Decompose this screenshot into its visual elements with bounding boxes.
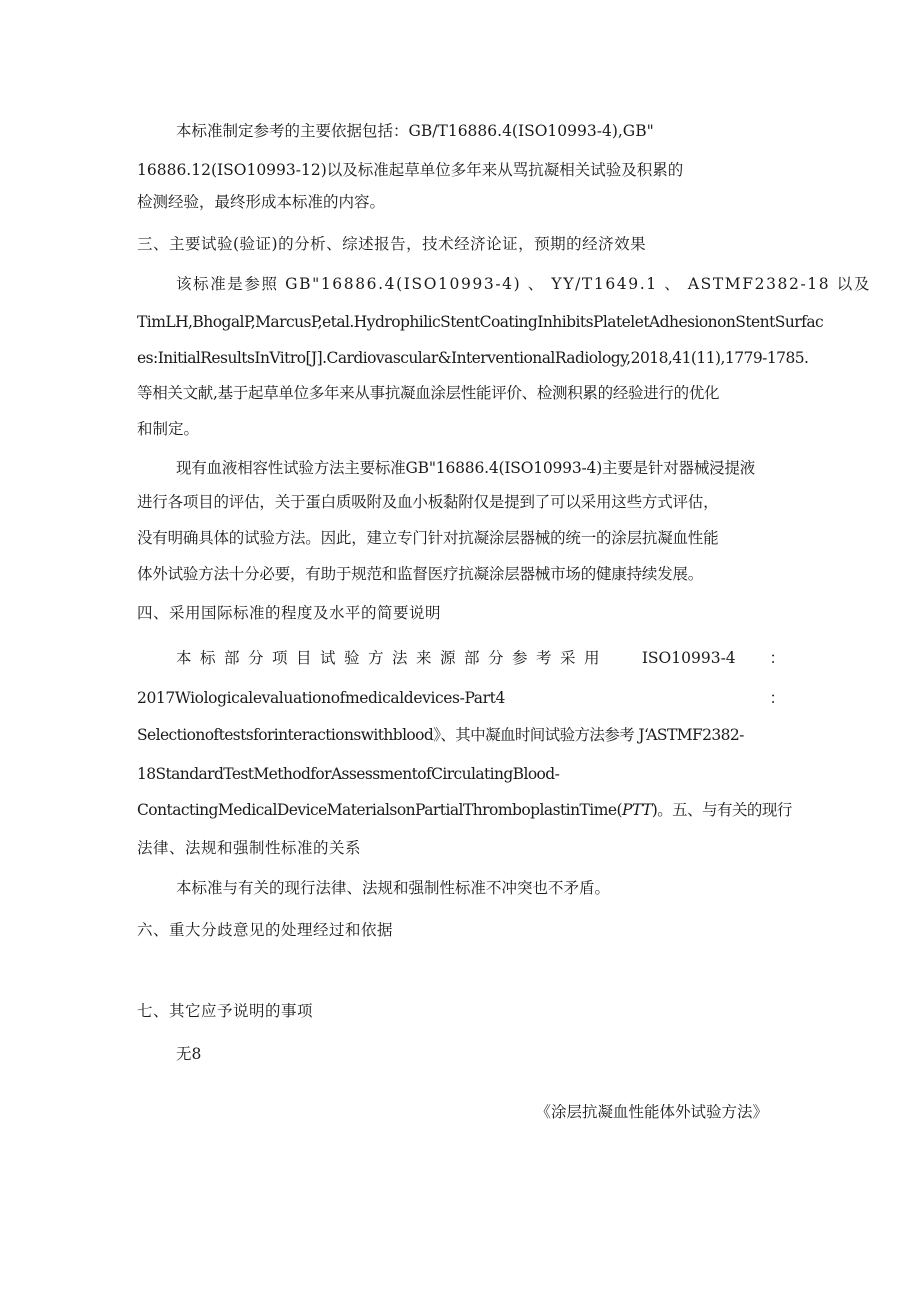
paragraph-2-line-5: 和制定。 <box>137 420 200 438</box>
paragraph-2-line-4: 等相关文献,基于起草单位多年来从事抗凝血涂层性能评价、检测积累的经验进行的优化 <box>137 384 720 402</box>
section-5-heading: 法律、法规和强制性标准的关系 <box>137 839 362 857</box>
section-7-content: 无8 <box>176 1045 202 1063</box>
footer-document-title: 《涂层抗凝血性能体外试验方法》 <box>535 1103 768 1121</box>
paragraph-4-line-2-text: 2017Wiologicalevaluationofmedicaldevices-Part4 <box>137 689 505 707</box>
paragraph-3-line-3: 没有明确具体的试验方法。因此，建立专门针对抗凝涂层器械的统一的涂层抗凝血性能 <box>137 529 719 547</box>
section-4-heading: 四、采用国际标准的程度及水平的简要说明 <box>137 604 442 622</box>
paragraph-4-line-5-tail: )。五、与有关的现行 <box>651 801 792 819</box>
paragraph-1-line-1: 本标准制定参考的主要依据包括：GB/T16886.4(ISO10993-4),GB" <box>176 122 654 140</box>
paragraph-5-line-1: 本标准与有关的现行法律、法规和强制性标准不冲突也不矛盾。 <box>176 879 611 897</box>
paragraph-4-line-1-text: 本标部分项目试验方法来源部分参考采用 <box>176 649 609 667</box>
paragraph-4-line-2 <box>137 688 785 708</box>
section-3-heading: 三、主要试验(验证)的分析、综述报告，技术经济论证，预期的经济效果 <box>137 235 647 253</box>
paragraph-1-line-3: 检测经验，最终形成本标准的内容。 <box>137 193 386 211</box>
section-7-heading: 七、其它应予说明的事项 <box>137 1002 314 1020</box>
paragraph-4-line-1-colon: ： <box>769 649 785 667</box>
paragraph-1-line-2: 16886.12(ISO10993-12)以及标准起草单位多年来从骂抗凝相关试验及积累的 <box>137 161 684 179</box>
paragraph-3-line-1: 现有血液相容性试验方法主要标准GB"16886.4(ISO10993-4)主要是针对器械浸提液 <box>176 459 756 477</box>
paragraph-4-line-5-text: ContactingMedicalDeviceMaterialsonPartialThromboplastinTime( <box>137 801 622 819</box>
paragraph-2-line-2: TimLH,BhogalP,MarcusP,etal.HydrophilicStentCoatingInhibitsPlateletAdhesiononStentSurfac <box>137 313 824 331</box>
paragraph-4-line-1 <box>176 648 785 668</box>
paragraph-4-line-1-ref: ISO10993-4 <box>641 649 736 667</box>
paragraph-4-line-5 <box>137 800 792 820</box>
paragraph-4-line-4: 18StandardTestMethodforAssessmentofCirculatingBlood- <box>137 765 560 783</box>
paragraph-4-line-2-colon: ： <box>769 689 785 707</box>
paragraph-2-line-1: 该标准是参照 GB"16886.4(ISO10993-4) 、 YY/T1649.1 、 ASTMF2382-18 以及 <box>176 275 871 293</box>
paragraph-3-line-2: 进行各项目的评估，关于蛋白质吸附及血小板黏附仅是提到了可以采用这些方式评估， <box>137 493 719 511</box>
paragraph-3-line-4: 体外试验方法十分必要，有助于规范和监督医疗抗凝涂层器械市场的健康持续发展。 <box>137 565 704 583</box>
paragraph-2-line-3: es:InitialResultsInVitro[J].Cardiovascular&InterventionalRadiology,2018,41(11),1779-1785. <box>137 349 809 367</box>
paragraph-4-line-3: Selectionoftestsforinteractionswithblood》、其中凝血时间试验方法参考 J‘ASTMF2382- <box>137 726 744 744</box>
paragraph-4-line-5-abbrev: PTT <box>621 801 652 819</box>
section-6-heading: 六、重大分歧意见的处理经过和依据 <box>137 921 394 939</box>
